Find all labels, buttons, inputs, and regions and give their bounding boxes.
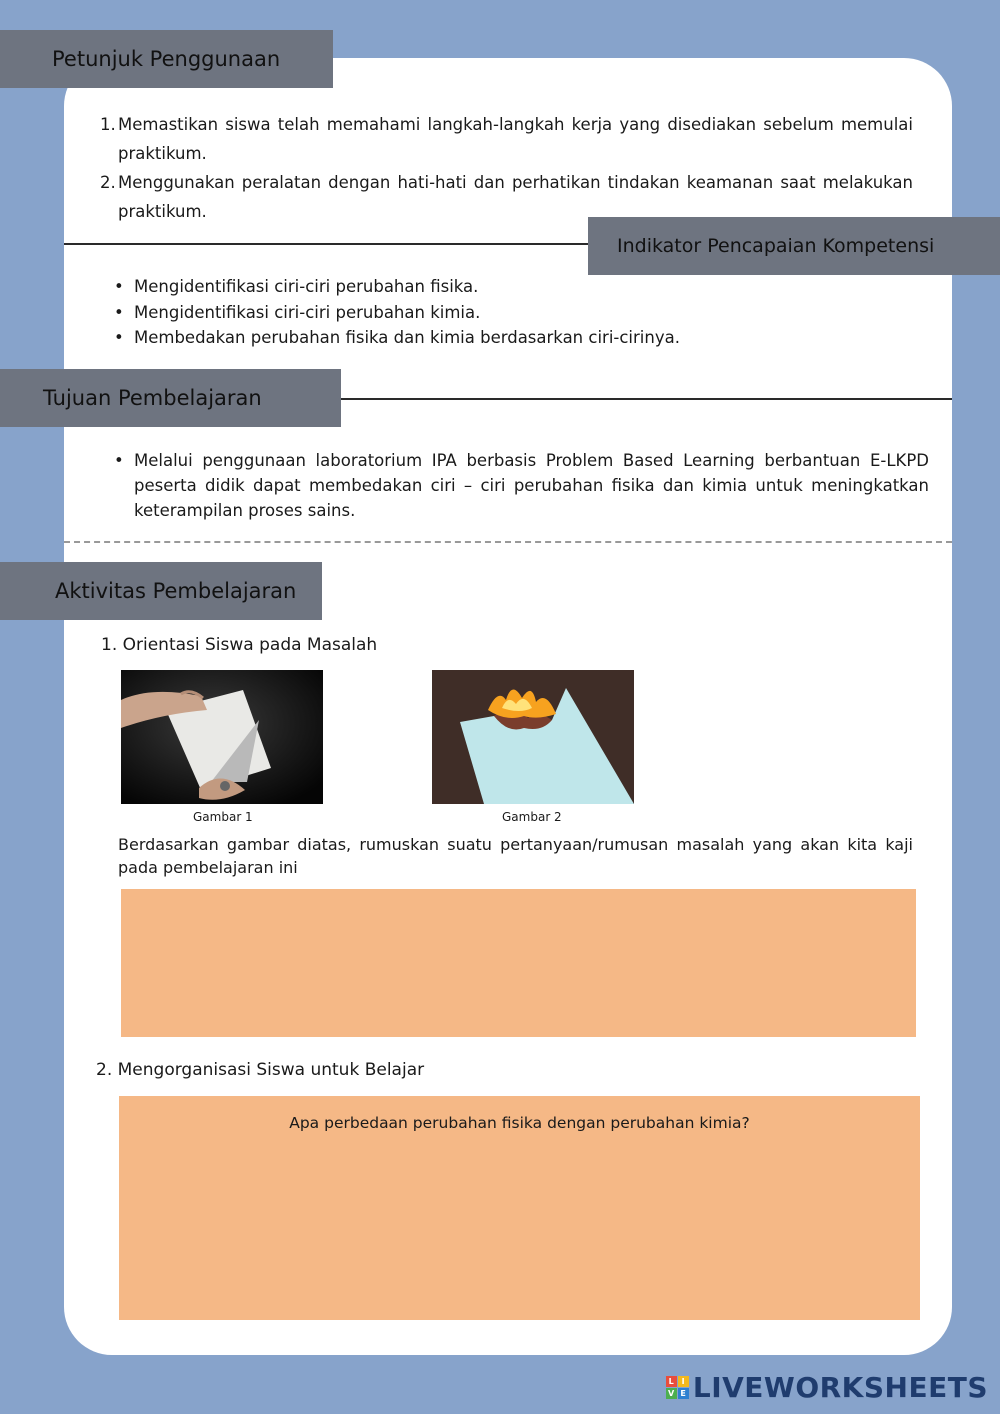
step2-box[interactable] xyxy=(119,1096,920,1320)
list-item: • Melalui penggunaan laboratorium IPA berbasis Problem Based Learning berbantuan E-LKPD peserta didik dapat membedakan ciri – ciri perubahan fisika dan kimia untuk meningkatkan keterampilan proses sains. xyxy=(104,448,929,523)
logo-text: LIVEWORKSHEETS xyxy=(692,1371,988,1404)
step1-title: 1. Orientasi Siswa pada Masalah xyxy=(101,635,378,655)
list-item: • Mengidentifikasi ciri-ciri perubahan fisika. xyxy=(104,274,924,300)
list-item: • Membedakan perubahan fisika dan kimia berdasarkan ciri-cirinya. xyxy=(104,325,924,351)
list-item xyxy=(100,110,913,168)
list-item-text: Memastikan siswa telah memahami langkah-langkah kerja yang disediakan sebelum memulai praktikum. xyxy=(118,115,913,163)
logo-icon: L I V E xyxy=(666,1376,689,1399)
section-tab-petunjuk xyxy=(0,30,333,88)
indikator-list xyxy=(104,274,924,351)
tujuan-list xyxy=(104,448,929,523)
list-number: 2. xyxy=(100,173,116,192)
caption-gambar1: Gambar 1 xyxy=(193,810,253,824)
image-burning-paper xyxy=(432,670,634,804)
section-title-petunjuk: Petunjuk Penggunaan xyxy=(52,47,281,71)
section-tab-aktivitas xyxy=(0,562,322,620)
dashed-divider xyxy=(64,541,952,543)
image-cutting-paper xyxy=(121,670,323,804)
scissors-paper-illustration xyxy=(121,670,323,804)
answer-input-step1[interactable] xyxy=(121,889,916,1037)
petunjuk-list xyxy=(100,110,913,226)
caption-gambar2: Gambar 2 xyxy=(502,810,562,824)
divider-line xyxy=(341,398,952,400)
burning-paper-illustration xyxy=(432,670,634,804)
section-tab-tujuan xyxy=(0,369,341,427)
divider-line xyxy=(64,243,590,245)
section-title-indikator: Indikator Pencapaian Kompetensi xyxy=(617,235,935,257)
list-number: 1. xyxy=(100,115,116,134)
step2-box-text: Apa perbedaan perubahan fisika dengan perubahan kimia? xyxy=(289,1114,750,1132)
section-tab-indikator xyxy=(588,217,1000,275)
list-item: • Mengidentifikasi ciri-ciri perubahan kimia. xyxy=(104,300,924,326)
step1-prompt: Berdasarkan gambar diatas, rumuskan suatu pertanyaan/rumusan masalah yang akan kita kaji pada pembelajaran ini xyxy=(118,835,913,877)
section-title-tujuan: Tujuan Pembelajaran xyxy=(43,386,262,410)
section-title-aktivitas: Aktivitas Pembelajaran xyxy=(55,579,297,603)
list-item-text: Menggunakan peralatan dengan hati-hati dan perhatikan tindakan keamanan saat melakukan praktikum. xyxy=(118,173,913,221)
step2-title: 2. Mengorganisasi Siswa untuk Belajar xyxy=(96,1060,425,1080)
liveworksheets-logo xyxy=(666,1371,988,1404)
